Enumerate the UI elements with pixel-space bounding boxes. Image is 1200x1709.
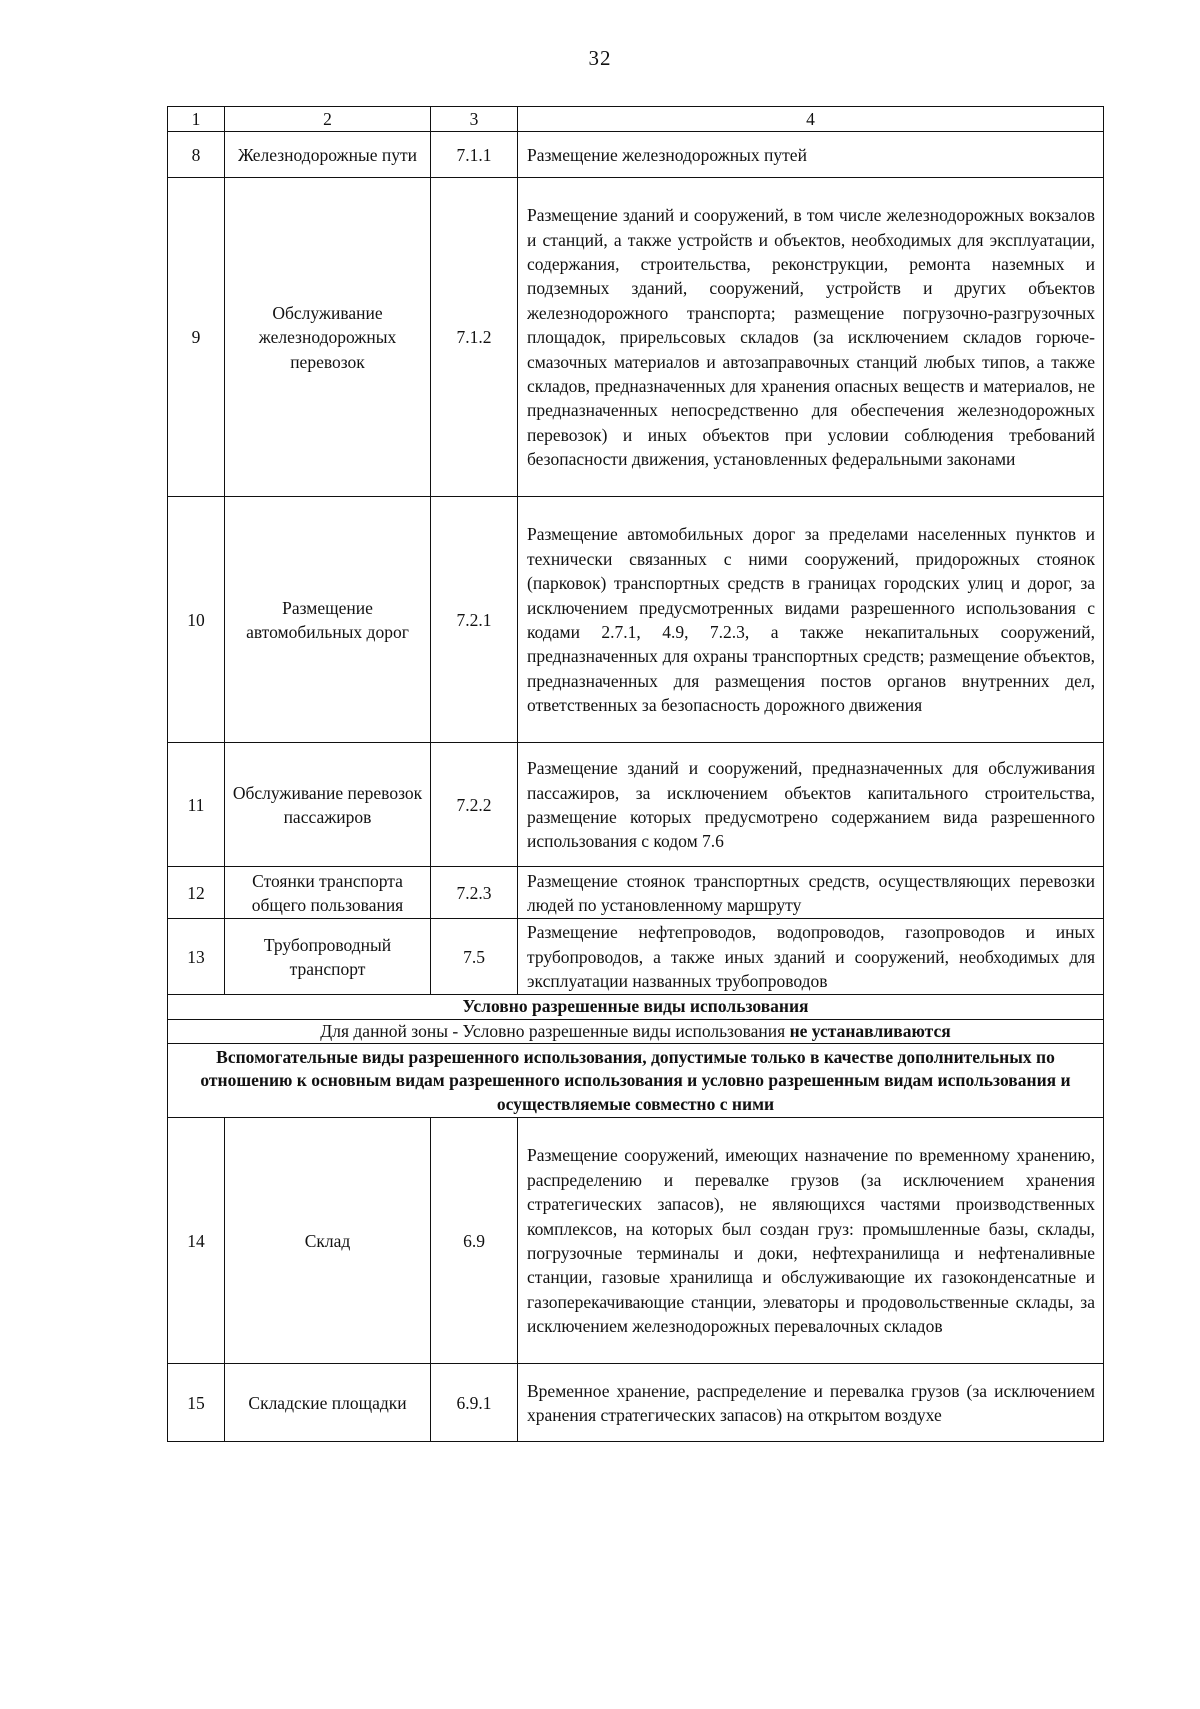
use-name: Обслуживание железнодорожных перевозок [225, 178, 431, 497]
use-description: Размещение железнодорожных путей [518, 132, 1104, 178]
header-cell-1: 1 [168, 107, 225, 132]
use-name: Трубопроводный транспорт [225, 919, 431, 995]
conditional-note-text: Для данной зоны - Условно разрешенные виды использования [320, 1020, 790, 1041]
row-number: 12 [168, 867, 225, 919]
use-description: Размещение стоянок транспортных средств, осуществляющих перевозки людей по установленному маршруту [518, 867, 1104, 919]
use-name: Складские площадки [225, 1364, 431, 1442]
use-description: Размещение зданий и сооружений, в том числе железнодорожных вокзалов и станций, а также устройств и объектов, необходимых для эксплуатации, содержания, строительства, реконструкции, ремонта наземных и подземных зданий, сооружений, устройств и других объектов железнодорожного транспорта; размещение погрузочно-разгрузочных площадок, прирельсовых складов (за исключением складов горюче-смазочных материалов и автозаправочных станций любых типов, а также складов, предназначенных для хранения опасных веществ и материалов, не предназначенных непосредственно для обеспечения железнодорожных перевозок) и иных объектов при условии соблюдения требований безопасности движения, установленных федеральными законами [518, 178, 1104, 497]
table-row [168, 867, 1104, 919]
row-number: 11 [168, 743, 225, 867]
row-number: 14 [168, 1118, 225, 1364]
row-number: 15 [168, 1364, 225, 1442]
conditional-note [168, 1019, 1104, 1044]
conditional-note-row [168, 1019, 1104, 1044]
use-name: Стоянки транспорта общего пользования [225, 867, 431, 919]
use-description: Размещение зданий и сооружений, предназначенных для обслуживания пассажиров, за исключением объектов капитального строительства, размещение которых предусмотрено содержанием вида разрешенного использования с кодом 7.6 [518, 743, 1104, 867]
use-description: Размещение нефтепроводов, водопроводов, газопроводов и иных трубопроводов, а также иных зданий и сооружений, необходимых для эксплуатации названных трубопроводов [518, 919, 1104, 995]
use-description: Временное хранение, распределение и перевалка грузов (за исключением хранения стратегических запасов) на открытом воздухе [518, 1364, 1104, 1442]
table-row [168, 1364, 1104, 1442]
page-number: 32 [588, 46, 612, 70]
conditional-section-title: Условно разрешенные виды использования [168, 995, 1104, 1020]
auxiliary-section-title: Вспомогательные виды разрешенного использования, допустимые только в качестве дополнительных по отношению к основным видам разрешенного использования и условно разрешенным видам использования и осуществляемые совместно с ними [168, 1044, 1104, 1118]
use-name: Обслуживание перевозок пассажиров [225, 743, 431, 867]
table-row [168, 497, 1104, 743]
use-code: 7.2.1 [431, 497, 518, 743]
use-code: 7.2.3 [431, 867, 518, 919]
header-cell-2: 2 [225, 107, 431, 132]
use-name: Размещение автомобильных дорог [225, 497, 431, 743]
row-number: 8 [168, 132, 225, 178]
row-number: 10 [168, 497, 225, 743]
table-row [168, 178, 1104, 497]
table-row [168, 919, 1104, 995]
row-number: 13 [168, 919, 225, 995]
use-code: 7.2.2 [431, 743, 518, 867]
row-number: 9 [168, 178, 225, 497]
header-cell-4: 4 [518, 107, 1104, 132]
table-row [168, 132, 1104, 178]
use-name: Железнодорожные пути [225, 132, 431, 178]
use-name: Склад [225, 1118, 431, 1364]
use-description: Размещение автомобильных дорог за пределами населенных пунктов и технически связанных с ними сооружений, придорожных стоянок (парковок) транспортных средств в границах городских улиц и дорог, за исключением предусмотренных видами разрешенного использования с кодами 2.7.1, 4.9, 7.2.3, а также некапитальных сооружений, предназначенных для охраны транспортных средств; размещение объектов, предназначенных для размещения постов органов внутренних дел, ответственных за безопасность дорожного движения [518, 497, 1104, 743]
use-code: 7.1.2 [431, 178, 518, 497]
table-row [168, 1118, 1104, 1364]
land-use-table [167, 106, 1104, 1442]
table-header-row [168, 107, 1104, 132]
use-code: 6.9.1 [431, 1364, 518, 1442]
conditional-note-emphasis: не устанавливаются [789, 1020, 951, 1041]
header-cell-3: 3 [431, 107, 518, 132]
table-row [168, 743, 1104, 867]
conditional-section-row [168, 995, 1104, 1020]
use-code: 7.1.1 [431, 132, 518, 178]
use-description: Размещение сооружений, имеющих назначение по временному хранению, распределению и перевалке грузов (за исключением хранения стратегических запасов), не являющихся частями производственных комплексов, на которых был создан груз: промышленные базы, склады, погрузочные терминалы и доки, нефтехранилища и нефтеналивные станции, газовые хранилища и обслуживающие их газоконденсатные и газоперекачивающие станции, элеваторы и продовольственные склады, за исключением железнодорожных перевалочных складов [518, 1118, 1104, 1364]
use-code: 7.5 [431, 919, 518, 995]
use-code: 6.9 [431, 1118, 518, 1364]
auxiliary-section-row [168, 1044, 1104, 1118]
